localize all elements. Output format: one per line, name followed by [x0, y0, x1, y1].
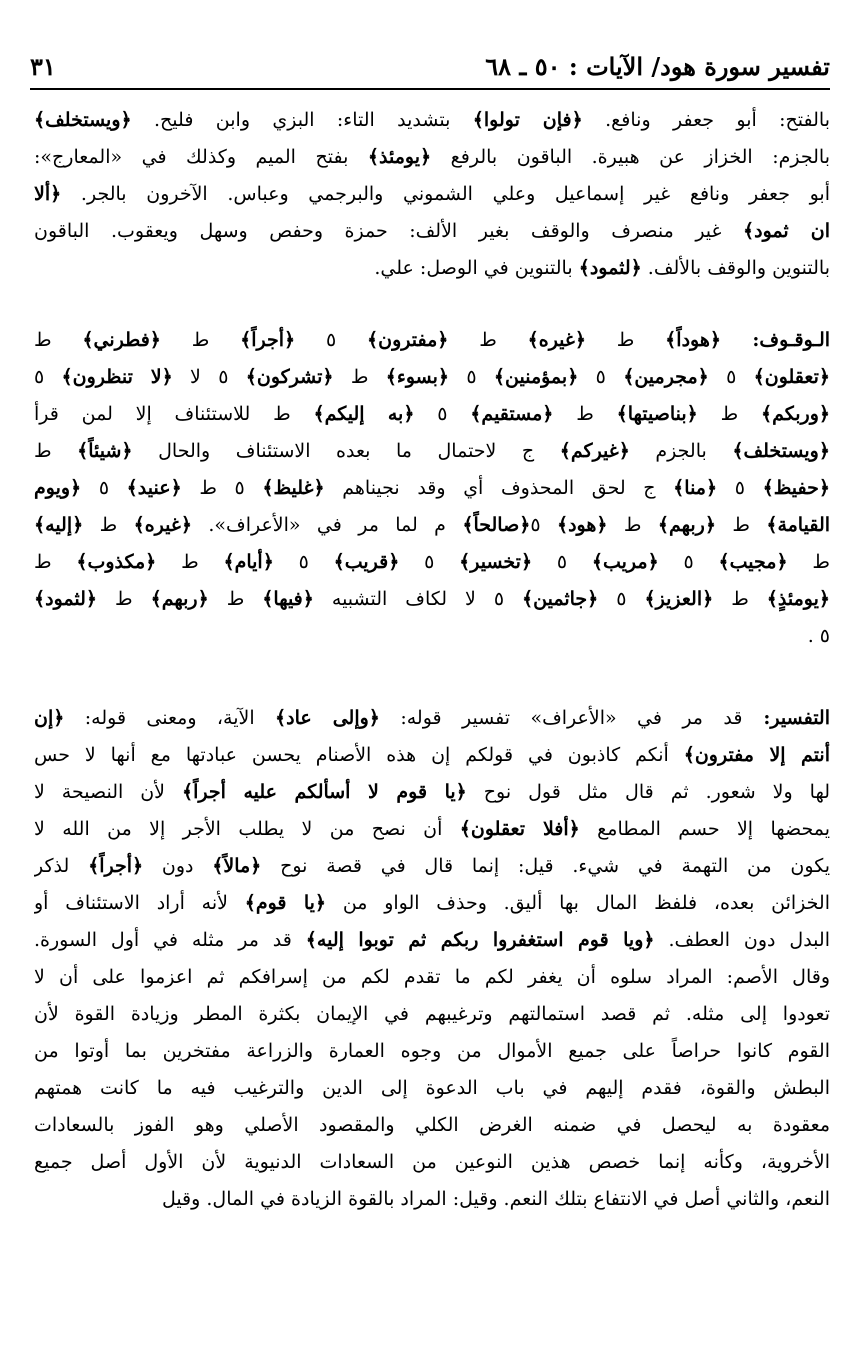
- bold-segment: ﴿بمؤمنين﴾: [493, 366, 579, 388]
- qiraat-line: [34, 213, 830, 250]
- text-segment: قد مر مثله في أول السورة.: [34, 929, 306, 951]
- text-segment: الخزائن بعده، فلفظ المال بها أليق. وحذف الواو من: [326, 892, 830, 914]
- bold-segment: ﴿إن: [34, 707, 65, 729]
- text-segment: ٥: [34, 366, 62, 388]
- text-segment: ٥: [708, 366, 754, 388]
- wuquf-line: [34, 470, 830, 507]
- text-segment: ط: [156, 551, 224, 573]
- bold-segment: الـوقـوف:: [721, 329, 830, 351]
- text-segment: ط: [553, 403, 617, 425]
- text-segment: لأن النصيحة لا: [34, 781, 182, 803]
- qiraat-line: [34, 176, 830, 213]
- text-segment: ط: [713, 588, 767, 610]
- bold-segment: ﴿حفيظ﴾: [762, 477, 830, 499]
- bold-segment: ﴿أفلا تعقلون﴾: [459, 818, 580, 840]
- bold-segment: ﴿يا قوم﴾: [244, 892, 327, 914]
- text-segment: ط: [787, 551, 830, 573]
- bold-segment: القيامة﴾: [766, 514, 830, 536]
- bold-segment: ﴿فإن تولوا﴾: [472, 109, 583, 131]
- wuquf-line: [34, 322, 830, 359]
- wuquf-line: [34, 507, 830, 544]
- bold-segment: ﴿يومئذٍ﴾: [766, 588, 830, 610]
- tafsir-section: [34, 700, 830, 1218]
- text-segment: معقودة به ليحصل في ضمنه الغرض الكلي والمقصود الأصلي وهو الفوز بالسعادات: [34, 1114, 830, 1136]
- bold-segment: ﴿غليظ﴾: [262, 477, 325, 499]
- text-segment: لأنه أراد الاستئناف أو: [34, 892, 245, 914]
- bold-segment: ﴿لا تنظرون﴾: [61, 366, 173, 388]
- header-title: تفسير سورة هود/ الآيات : ٥٠ ـ ٦٨: [485, 52, 830, 81]
- bold-segment: ﴿أيام﴾: [223, 551, 274, 573]
- text-segment: قد مر في «الأعراف» تفسير قوله:: [379, 707, 743, 729]
- tafsir-line: [34, 959, 830, 996]
- bold-segment: ﴿وإلى عاد﴾: [275, 707, 380, 729]
- bold-segment: ﴿تعقلون﴾: [753, 366, 830, 388]
- bold-segment: ﴿مجرمين﴾: [623, 366, 709, 388]
- bold-segment: ﴿مفترون﴾: [367, 329, 449, 351]
- text-segment: ٥ ط: [181, 477, 263, 499]
- text-segment: ٥: [717, 477, 763, 499]
- text-segment: بالتنوين والوقف بالألف.: [641, 257, 830, 279]
- wuquf-section: [34, 322, 830, 655]
- text-segment: أن نصح من لا يطلب الأجر إلا من الله لا: [34, 818, 460, 840]
- qiraat-line: [34, 102, 830, 139]
- bold-segment: ﴿شيئاً﴾: [77, 440, 133, 462]
- text-segment: ج لحق المحذوف أي وقد نجيناهم: [324, 477, 674, 499]
- bold-segment: ﴿قريب﴾: [333, 551, 400, 573]
- page-number: ٣١: [30, 52, 56, 81]
- tafsir-line: [34, 1107, 830, 1144]
- bold-segment: ﴿أجراً﴾: [88, 855, 144, 877]
- bold-segment: ﴿أجراً﴾: [240, 329, 296, 351]
- text-segment: ط: [34, 329, 83, 351]
- text-segment: وقال الأصم: المراد سلوه أن يغفر لكم ما تقدم لكم من إسرافكم ثم اعزموا على أن لا: [34, 966, 830, 988]
- bold-segment: ﴿ويوم: [34, 477, 82, 499]
- text-segment: ط: [34, 440, 78, 462]
- text-segment: ط: [208, 588, 263, 610]
- bold-segment: ﴿عنيد﴾: [126, 477, 182, 499]
- wuquf-line: [34, 359, 830, 396]
- text-segment: ٥ لا: [172, 366, 246, 388]
- tafsir-line: [34, 811, 830, 848]
- text-segment: البدل دون العطف.: [654, 929, 830, 951]
- bold-segment: ﴿مالاً﴾: [212, 855, 262, 877]
- text-segment: ط: [160, 329, 241, 351]
- text-segment: ج لاحتمال ما بعده الاستئناف والحال: [132, 440, 560, 462]
- text-segment: ٥ لا لكاف التشبيه: [313, 588, 523, 610]
- text-segment: بتشديد التاء: البزي وابن فليح.: [131, 109, 473, 131]
- bold-segment: ﴿جاثمين﴾: [522, 588, 599, 610]
- bold-segment: ﴿مكذوب﴾: [76, 551, 157, 573]
- qiraat-line: [34, 250, 830, 287]
- text-segment: تعودوا إلى مثله. ثم قصد استمالتهم وترغيبهم في الإيمان بكثرة المطر وزيادة القوة لأن: [34, 1003, 830, 1025]
- bold-segment: ﴿بناصيتها﴾: [616, 403, 698, 425]
- text-segment: ط: [715, 514, 767, 536]
- bold-segment: ﴿فيها﴾: [262, 588, 314, 610]
- text-segment: ٥: [414, 403, 471, 425]
- tafsir-line: [34, 1181, 830, 1218]
- text-segment: ٥: [81, 477, 127, 499]
- text-segment: ط للاستئناف إلا لمن قرأ: [34, 403, 314, 425]
- bold-segment: ﴿غيره﴾: [133, 514, 192, 536]
- text-segment: الأخروية، وكأنه إنما خصص هذين النوعين من السعادات الدنيوية لأن الأول أصل جميع: [34, 1151, 830, 1173]
- text-segment: بالفتح: أبو جعفر ونافع.: [582, 109, 830, 131]
- bold-segment: ﴿بسوء﴾: [385, 366, 450, 388]
- tafsir-line: [34, 1033, 830, 1070]
- text-segment: ٥: [578, 366, 624, 388]
- tafsir-line: [34, 848, 830, 885]
- wuquf-line: [34, 618, 830, 655]
- text-segment: ط: [97, 588, 151, 610]
- bold-segment: ﴿تخسير﴾: [459, 551, 533, 573]
- text-segment: ط: [83, 514, 134, 536]
- bold-segment: ﴿مجيب﴾: [718, 551, 788, 573]
- bold-segment: ﴿غيركم﴾: [559, 440, 630, 462]
- bold-segment: ﴿مستقيم﴾: [470, 403, 554, 425]
- bold-segment: ﴿إليه﴾: [34, 514, 84, 536]
- text-segment: ٥: [295, 329, 368, 351]
- wuquf-line: [34, 581, 830, 618]
- bold-segment: ﴿ربهم﴾: [657, 514, 716, 536]
- bold-segment: ﴿منا﴾: [673, 477, 718, 499]
- bold-segment: ﴿ويستخلف﴾: [34, 109, 132, 131]
- text-segment: لها ولا شعور. ثم قال مثل قول نوح: [466, 781, 830, 803]
- text-segment: يمحضها إلا حسم المطامع: [579, 818, 830, 840]
- text-segment: ٥: [530, 514, 557, 536]
- tafsir-line: [34, 1070, 830, 1107]
- text-segment: ٥: [449, 366, 494, 388]
- text-segment: النعم، والثاني أصل في الانتفاع بتلك النعم. وقيل: المراد بالقوة الزيادة في المال. وقيل: [161, 1188, 830, 1210]
- text-segment: م لما مر في «الأعراف».: [191, 514, 463, 536]
- text-segment: غير منصرف والوقف بغير الألف: حمزة وحفص وسهل ويعقوب. الباقون: [34, 220, 743, 242]
- bold-segment: ان ثمود﴾: [742, 220, 830, 242]
- bold-segment: ﴿هوداً﴾: [665, 329, 722, 351]
- bold-segment: ﴿تشركون﴾: [245, 366, 334, 388]
- text-segment: ٥: [532, 551, 592, 573]
- text-segment: الآية، ومعنى قوله:: [64, 707, 276, 729]
- text-segment: ط: [697, 403, 761, 425]
- text-segment: بالجزم: [629, 440, 733, 462]
- bold-segment: ﴿ويستخلف﴾: [732, 440, 830, 462]
- wuquf-line: [34, 544, 830, 581]
- running-header: [30, 48, 830, 90]
- bold-segment: ﴿ربهم﴾: [150, 588, 209, 610]
- bold-segment: ﴿غيره﴾: [527, 329, 586, 351]
- bold-segment: ﴿مريب﴾: [591, 551, 659, 573]
- bold-segment: ﴿يا قوم لا أسألكم عليه أجراً﴾: [182, 781, 467, 803]
- text-segment: القوم كانوا حراصاً على جميع الأموال من وجوه العمارة والزراعة مفتخرين بما أوتوا من: [34, 1040, 830, 1062]
- tafsir-line: [34, 737, 830, 774]
- tafsir-line: [34, 700, 830, 737]
- bold-segment: ﴿لثمود﴾: [34, 588, 98, 610]
- text-segment: دون: [143, 855, 213, 877]
- text-segment: ٥: [658, 551, 719, 573]
- bold-segment: أنتم إلا مفترون﴾: [683, 744, 830, 766]
- bold-segment: ﴿فطرني﴾: [82, 329, 161, 351]
- wuquf-line: [34, 433, 830, 470]
- tafsir-line: [34, 774, 830, 811]
- text-segment: ط: [585, 329, 666, 351]
- wuquf-line: [34, 396, 830, 433]
- bold-segment: ﴿به إليكم﴾: [313, 403, 415, 425]
- qiraat-line: [34, 139, 830, 176]
- bold-segment: ﴿يومئذ﴾: [367, 146, 432, 168]
- text-segment: البطش والقوة، فقدم إليهم في باب الدعوة إلى الدين والترغيب فيه ما كانت همتهم: [34, 1077, 830, 1099]
- text-segment: بالجزم: الخزاز عن هبيرة. الباقون بالرفع: [431, 146, 830, 168]
- text-segment: ٥ .: [807, 625, 830, 647]
- bold-segment: ﴿العزيز﴾: [644, 588, 714, 610]
- qiraat-section: [34, 102, 830, 287]
- bold-segment: التفسير:: [742, 707, 830, 729]
- tafsir-line: [34, 922, 830, 959]
- bold-segment: ﴿وربكم﴾: [760, 403, 830, 425]
- text-segment: أبو جعفر ونافع غير إسماعيل وعلي الشموني والبرجمي وعباس. الآخرون بالجر.: [61, 183, 830, 205]
- text-segment: ٥: [399, 551, 460, 573]
- tafsir-line: [34, 996, 830, 1033]
- text-segment: ط: [34, 551, 77, 573]
- text-segment: ط: [448, 329, 528, 351]
- text-segment: يكون من التهمة في شيء. قيل: إنما قال في قصة نوح: [261, 855, 830, 877]
- text-segment: ٥: [273, 551, 334, 573]
- bold-segment: ﴿هود﴾: [556, 514, 608, 536]
- text-segment: ٥: [598, 588, 645, 610]
- tafsir-line: [34, 885, 830, 922]
- bold-segment: ﴿ألا: [34, 183, 62, 205]
- text-segment: لذكر: [34, 855, 89, 877]
- text-segment: بالتنوين في الوصل: علي.: [374, 257, 579, 279]
- bold-segment: ﴿ويا قوم استغفروا ربكم ثم توبوا إليه﴾: [305, 929, 655, 951]
- tafsir-line: [34, 1144, 830, 1181]
- text-segment: بفتح الميم وكذلك في «المعارج»:: [34, 146, 368, 168]
- text-segment: ط: [607, 514, 658, 536]
- bold-segment: ﴿لثمود﴾: [578, 257, 642, 279]
- text-segment: ط: [333, 366, 386, 388]
- bold-segment: ﴿صالحاً﴾: [462, 514, 531, 536]
- text-segment: أنكم كاذبون في قولكم إن هذه الأصنام يحسن عبادتها مع أنها لا حس: [34, 744, 684, 766]
